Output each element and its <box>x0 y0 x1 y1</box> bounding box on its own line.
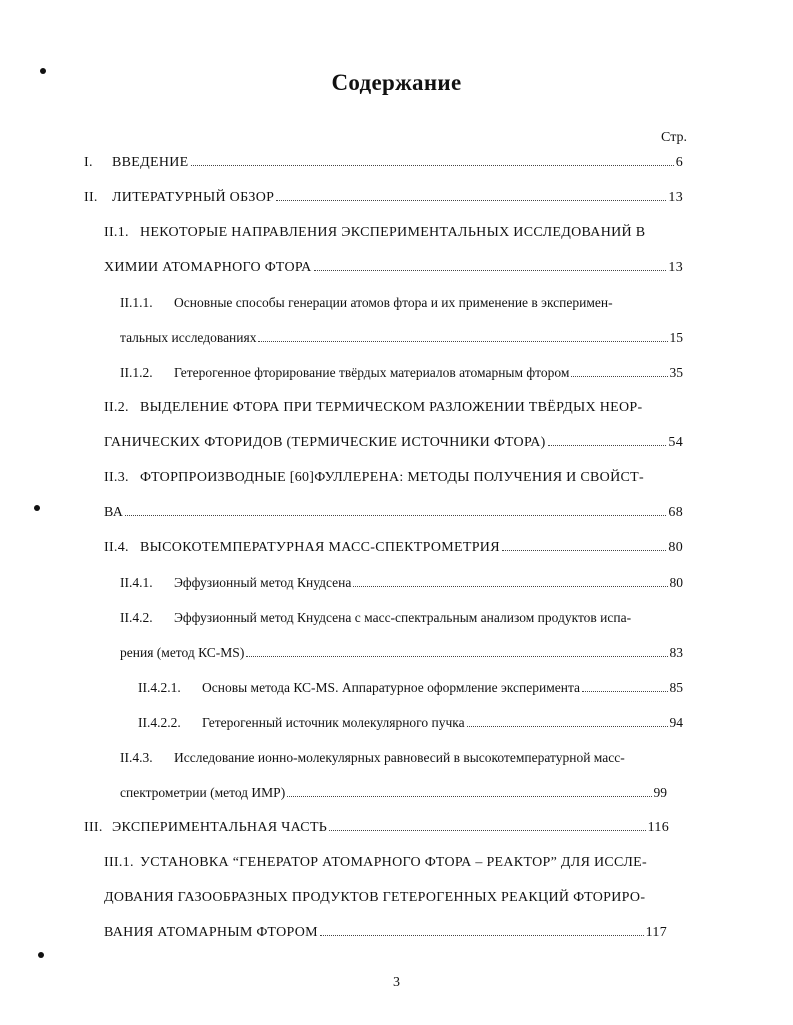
toc-number: II.2. <box>104 400 129 415</box>
toc-number: II.4.1. <box>120 575 153 590</box>
scan-speck <box>34 505 40 511</box>
leader-dots <box>276 199 666 201</box>
toc-title: ЭКСПЕРИМЕНТАЛЬНАЯ ЧАСТЬ <box>112 820 328 835</box>
toc-title: ВЫДЕЛЕНИЕ ФТОРА ПРИ ТЕРМИЧЕСКОМ РАЗЛОЖЕНИИ ТВЁРДЫХ НЕОР- <box>140 400 643 415</box>
toc-title: Эффузионный метод Кнудсена с масс-спектральным анализом продуктов испа- <box>174 610 632 625</box>
page-number: 3 <box>393 975 400 990</box>
toc-entry-2-2-continued[interactable] <box>104 435 683 451</box>
toc-entry-2-1[interactable] <box>104 225 683 241</box>
leader-dots <box>329 829 645 831</box>
toc-page: 15 <box>669 330 683 345</box>
leader-dots <box>548 444 667 446</box>
leader-dots <box>314 269 667 271</box>
toc-entry-2-1-1-continued[interactable] <box>120 330 683 346</box>
toc-entry-2-4-2[interactable] <box>120 610 693 626</box>
toc-number: I. <box>84 155 93 170</box>
toc-number: II.4.2.1. <box>138 680 181 695</box>
toc-entry-3-1-continued[interactable] <box>104 890 687 906</box>
leader-dots <box>502 549 667 551</box>
toc-title: Основные способы генерации атомов фтора и их применение в эксперимен- <box>174 295 613 310</box>
toc-page: 13 <box>668 190 683 205</box>
toc-title-continued: спектрометрии (метод ИМР) <box>120 785 286 800</box>
toc-page: 13 <box>668 260 683 275</box>
toc-entry-2-1-1[interactable] <box>120 295 683 311</box>
scan-speck <box>38 952 44 958</box>
toc-number: II.1. <box>104 225 129 240</box>
toc-entry-2-4-2-2[interactable] <box>138 715 683 731</box>
leader-dots <box>467 725 668 727</box>
toc-number: III. <box>84 820 103 835</box>
toc-page: 54 <box>668 435 683 450</box>
leader-dots <box>246 655 667 657</box>
toc-number: II.4.2. <box>120 610 153 625</box>
toc-title: УСТАНОВКА “ГЕНЕРАТОР АТОМАРНОГО ФТОРА – РЕАКТОР” ДЛЯ ИССЛЕ- <box>140 855 647 870</box>
toc-page: 83 <box>669 645 683 660</box>
toc-number: II.4.2.2. <box>138 715 181 730</box>
toc-entry-2-2[interactable] <box>104 400 683 416</box>
leader-dots <box>258 340 667 342</box>
leader-dots <box>571 375 667 377</box>
toc-title: ВВЕДЕНИЕ <box>112 155 189 170</box>
leader-dots <box>287 795 651 797</box>
toc-number: III.1. <box>104 855 134 870</box>
toc-entry-2-4[interactable] <box>104 540 683 556</box>
toc-entry-2-4-1[interactable] <box>120 575 683 591</box>
page-title: Содержание <box>331 70 462 95</box>
toc-entry-introduction[interactable] <box>84 155 683 171</box>
toc-entry-2-1-continued[interactable] <box>104 260 683 276</box>
toc-number: II.3. <box>104 470 129 485</box>
toc-title: НЕКОТОРЫЕ НАПРАВЛЕНИЯ ЭКСПЕРИМЕНТАЛЬНЫХ ИССЛЕДОВАНИЙ В <box>140 225 646 240</box>
toc-title-continued: тальных исследованиях <box>120 330 257 345</box>
toc-number: II.1.2. <box>120 365 153 380</box>
toc-entry-2-3[interactable] <box>104 470 683 486</box>
toc-title: Основы метода КС-MS. Аппаратурное оформление эксперимента <box>202 680 581 695</box>
toc-title-continued: ХИМИИ АТОМАРНОГО ФТОРА <box>104 260 312 275</box>
leader-dots <box>125 514 666 516</box>
toc-entry-literature-review[interactable] <box>84 190 683 206</box>
toc-title-continued: ВА <box>104 505 124 520</box>
toc-title-continued: рения (метод КС-MS) <box>120 645 245 660</box>
toc-entry-2-3-continued[interactable] <box>104 505 683 521</box>
toc-page: 68 <box>668 505 683 520</box>
toc-page: 85 <box>669 680 683 695</box>
toc-entry-2-4-2-continued[interactable] <box>120 645 683 661</box>
toc-page: 6 <box>675 155 683 170</box>
toc-entry-2-4-3[interactable] <box>120 750 685 766</box>
toc-title: ФТОРПРОИЗВОДНЫЕ [60]ФУЛЛЕРЕНА: МЕТОДЫ ПОЛУЧЕНИЯ И СВОЙСТ- <box>140 470 644 485</box>
toc-entry-3-1-continued-2[interactable] <box>104 925 667 941</box>
toc-page: 117 <box>645 925 667 940</box>
toc-number: II.4. <box>104 540 129 555</box>
toc-title: Эффузионный метод Кнудсена <box>174 575 352 590</box>
toc-title: ВЫСОКОТЕМПЕРАТУРНАЯ МАСС-СПЕКТРОМЕТРИЯ <box>140 540 500 555</box>
toc-number: II.4.3. <box>120 750 153 765</box>
leader-dots <box>353 585 667 587</box>
toc-page: 116 <box>647 820 669 835</box>
toc-title: Гетерогенный источник молекулярного пучка <box>202 715 465 730</box>
toc-number: II. <box>84 190 98 205</box>
scan-speck <box>40 68 46 74</box>
toc-page: 99 <box>653 785 667 800</box>
leader-dots <box>320 934 644 936</box>
toc-page: 80 <box>668 540 683 555</box>
toc-number: II.1.1. <box>120 295 153 310</box>
leader-dots <box>582 690 667 692</box>
toc-title: Гетерогенное фторирование твёрдых материалов атомарным фтором <box>174 365 570 380</box>
toc-page: 94 <box>669 715 683 730</box>
toc-title-continued: ВАНИЯ АТОМАРНЫМ ФТОРОМ <box>104 925 318 940</box>
leader-dots <box>191 164 674 166</box>
toc-entry-experimental[interactable] <box>84 820 669 836</box>
toc-entry-2-4-2-1[interactable] <box>138 680 683 696</box>
toc-title: Исследование ионно-молекулярных равновесий в высокотемпературной масс- <box>174 750 625 765</box>
toc-entry-3-1[interactable] <box>104 855 687 871</box>
toc-page: 35 <box>669 365 683 380</box>
toc-title-continued: ДОВАНИЯ ГАЗООБРАЗНЫХ ПРОДУКТОВ ГЕТЕРОГЕННЫХ РЕАКЦИЙ ФТОРИРО- <box>104 890 646 905</box>
toc-title: ЛИТЕРАТУРНЫЙ ОБЗОР <box>112 190 275 205</box>
toc-page: 80 <box>669 575 683 590</box>
pages-column-header: Стр. <box>661 130 687 145</box>
toc-title-continued: ГАНИЧЕСКИХ ФТОРИДОВ (ТЕРМИЧЕСКИЕ ИСТОЧНИКИ ФТОРА) <box>104 435 546 450</box>
toc-entry-2-1-2[interactable] <box>120 365 683 381</box>
toc-entry-2-4-3-continued[interactable] <box>120 785 667 801</box>
